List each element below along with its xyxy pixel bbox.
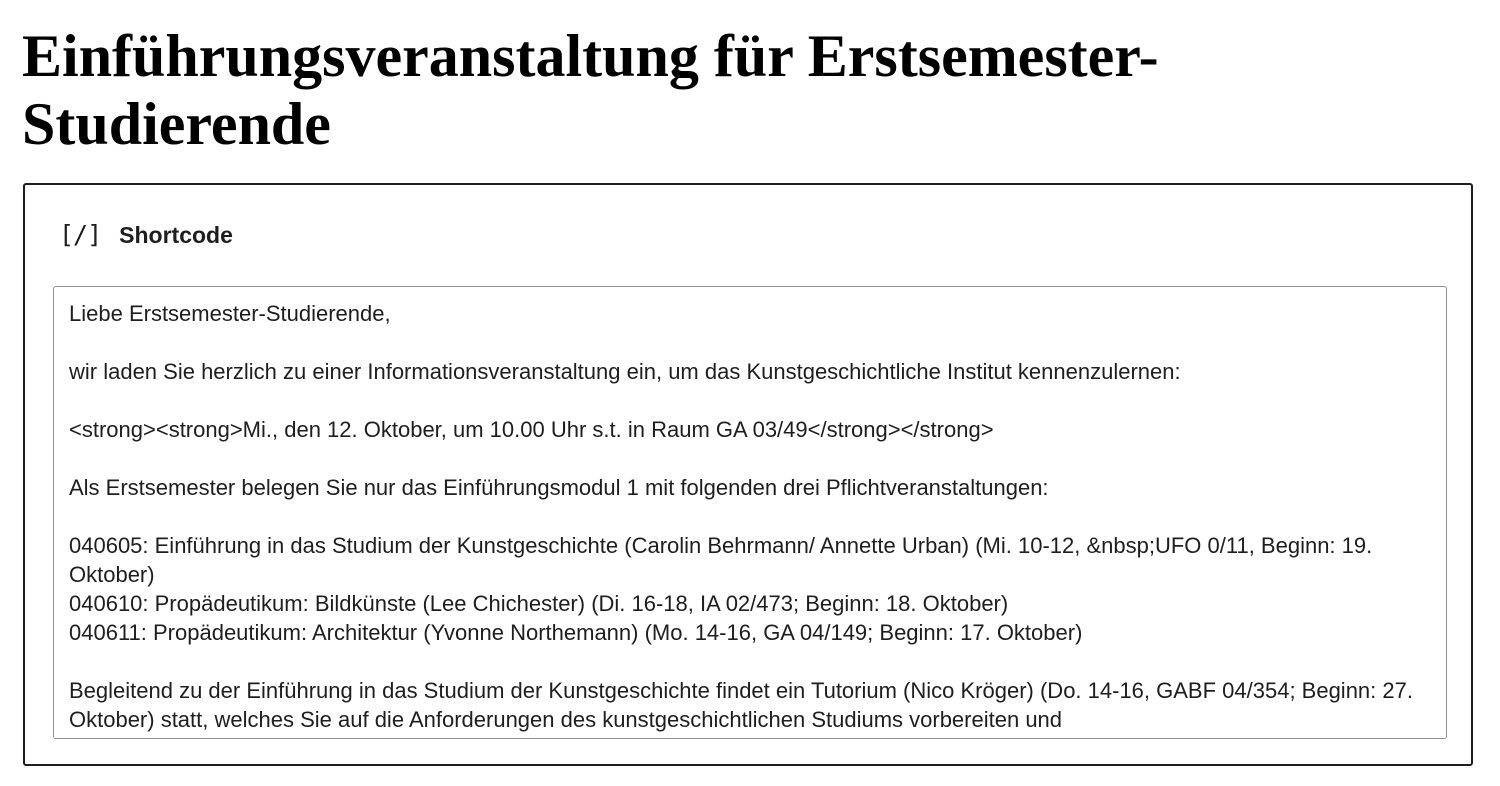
page-title: Einführungsveranstaltung für Erstsemester-Studierende xyxy=(22,23,1159,157)
block-header xyxy=(59,219,233,251)
shortcode-block[interactable] xyxy=(23,183,1473,766)
shortcode-textarea[interactable] xyxy=(53,286,1447,739)
block-label: Shortcode xyxy=(119,222,233,248)
shortcode-icon: [/] xyxy=(59,220,102,249)
